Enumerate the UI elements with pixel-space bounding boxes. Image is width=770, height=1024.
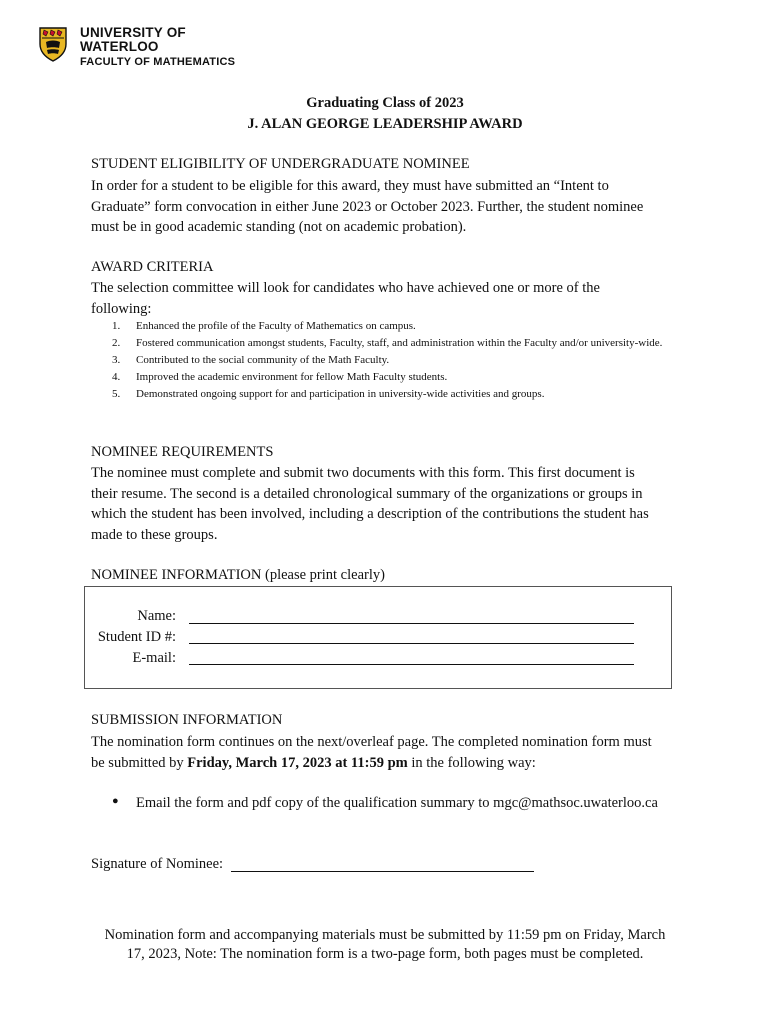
submission-heading: SUBMISSION INFORMATION [91, 712, 283, 728]
nominee-info-heading: NOMINEE INFORMATION (please print clearly) [91, 567, 385, 583]
university-logo [38, 24, 258, 68]
footer-note [80, 926, 690, 964]
criteria-heading: AWARD CRITERIA [91, 259, 214, 275]
name-label: Name: [137, 608, 176, 624]
document-title-award: J. ALAN GEORGE LEADERSHIP AWARD [247, 116, 523, 132]
list-item-text: Contributed to the social community of the Math Faculty. [136, 354, 390, 366]
faculty-name: FACULTY OF MATHEMATICS [80, 56, 236, 68]
requirements-paragraph [91, 463, 691, 545]
eligibility-heading: STUDENT ELIGIBILITY OF UNDERGRADUATE NOMINEE [91, 156, 470, 172]
waterloo-shield-icon [38, 26, 68, 62]
list-item [112, 369, 672, 386]
bullet-icon: ● [112, 795, 119, 807]
footer-line: Nomination form and accompanying materials must be submitted by 11:59 pm on Friday, March [104, 927, 666, 943]
list-item-text: Demonstrated ongoing support for and participation in university-wide activities and groups. [136, 388, 545, 400]
requirements-heading: NOMINEE REQUIREMENTS [91, 444, 274, 460]
list-item-number: 3. [112, 354, 121, 366]
footer-line: 17, 2023, Note: The nomination form is a two-page form, both pages must be completed. [126, 946, 644, 962]
criteria-intro [91, 278, 691, 319]
submission-line: The nomination form continues on the next/overleaf page. The completed nomination form must [91, 734, 652, 750]
requirements-line: The nominee must complete and submit two documents with this form. This first document is [91, 465, 635, 481]
submission-deadline: Friday, March 17, 2023 at 11:59 pm [187, 754, 408, 771]
name-field[interactable] [189, 623, 634, 624]
student-id-label: Student ID #: [97, 629, 176, 645]
submission-paragraph [91, 732, 711, 773]
eligibility-line: Graduate” form convocation in either June 2023 or October 2023. Further, the student nominee [91, 198, 644, 215]
email-label: E-mail: [132, 650, 176, 666]
list-item [112, 386, 672, 403]
list-item-number: 1. [112, 320, 121, 332]
university-name: UNIVERSITY OF WATERLOO [80, 25, 186, 54]
student-id-field[interactable] [189, 643, 634, 644]
list-item [112, 335, 672, 352]
list-item [112, 352, 672, 369]
list-item-number: 2. [112, 337, 121, 349]
list-item-text: Improved the academic environment for fellow Math Faculty students. [136, 371, 448, 383]
eligibility-paragraph [91, 176, 691, 238]
list-item-text: Enhanced the profile of the Faculty of Mathematics on campus. [136, 320, 416, 332]
list-item-number: 5. [112, 388, 121, 400]
signature-field[interactable] [231, 871, 534, 872]
signature-label: Signature of Nominee: [91, 856, 224, 872]
list-item-number: 4. [112, 371, 121, 383]
eligibility-line: must be in good academic standing (not on academic probation). [91, 219, 467, 235]
document-title-year: Graduating Class of 2023 [306, 95, 464, 111]
list-item-text: Fostered communication amongst students, Faculty, staff, and administration within the Faculty and/or university-wide. [136, 337, 663, 349]
requirements-line: their resume. The second is a detailed chronological summary of the organizations or groups in [91, 485, 643, 502]
eligibility-line: In order for a student to be eligible for this award, they must have submitted an “Intent to [91, 178, 609, 194]
requirements-line: made to these groups. [91, 526, 218, 543]
list-item [112, 318, 672, 335]
submission-text: be submitted by [91, 754, 188, 771]
criteria-list [112, 318, 672, 403]
requirements-line: which the student has been involved, including a description of the contributions the student has [91, 506, 649, 522]
submission-text: in the following way: [407, 754, 536, 771]
email-field[interactable] [189, 664, 634, 665]
submission-line-deadline [91, 753, 711, 774]
criteria-intro-line: following: [91, 300, 152, 317]
criteria-intro-line: The selection committee will look for candidates who have achieved one or more of the [91, 280, 600, 296]
submission-bullet-text: Email the form and pdf copy of the qualification summary to mgc@mathsoc.uwaterloo.ca [136, 795, 658, 811]
